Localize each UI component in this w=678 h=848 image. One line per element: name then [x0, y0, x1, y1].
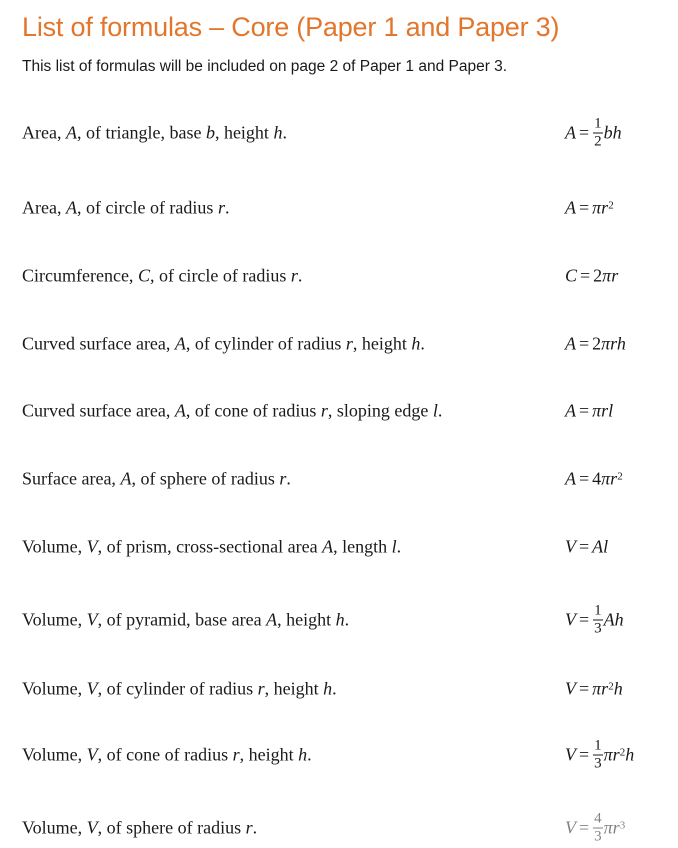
- formula-rhs: Al: [592, 536, 609, 557]
- formula-row: [0, 735, 678, 775]
- formula-equals: =: [579, 536, 590, 557]
- fraction-denominator: 3: [594, 828, 602, 845]
- description-text: , height: [264, 678, 324, 699]
- description-text: .: [437, 400, 443, 421]
- formula-row: [0, 459, 678, 499]
- description-text: , of circle of radius: [149, 265, 291, 286]
- formula-fraction: [593, 812, 603, 845]
- description-variable: A: [65, 122, 77, 143]
- description-variable: A: [65, 197, 77, 218]
- formula-description: [22, 401, 442, 422]
- description-text: Volume,: [22, 536, 87, 557]
- description-text: , of cone of radius: [185, 400, 321, 421]
- formula-rhs: πr: [602, 265, 619, 286]
- formula-expression: V = $\frac{4}{3}$ πr $^3$: [565, 810, 626, 845]
- description-variable: h: [323, 678, 333, 699]
- formula-lhs: A: [565, 468, 576, 489]
- description-text: , of cylinder of radius: [185, 333, 346, 354]
- description-text: .: [224, 197, 230, 218]
- formula-row: [0, 808, 678, 848]
- formula-row: [0, 669, 678, 709]
- page-subtitle: This list of formulas will be included on page 2 of Paper 1 and Paper 3.: [22, 58, 508, 75]
- description-text: , of cylinder of radius: [97, 678, 258, 699]
- formula-rhs: πrh: [601, 333, 626, 354]
- formula-rhs: πr: [592, 197, 609, 218]
- description-text: , of sphere of radius: [97, 817, 246, 838]
- description-variable: V: [86, 609, 98, 630]
- formula-equals: =: [579, 400, 590, 421]
- description-variable: A: [266, 609, 278, 630]
- description-variable: l: [391, 536, 397, 557]
- description-text: , height: [352, 333, 412, 354]
- description-variable: h: [335, 609, 345, 630]
- formula-equals: =: [579, 817, 590, 838]
- formula-description: [22, 123, 287, 144]
- formula-lhs: V: [565, 817, 576, 838]
- formula-description: [22, 334, 425, 355]
- formula-row: [0, 600, 678, 640]
- description-text: .: [286, 468, 291, 489]
- description-variable: A: [120, 468, 132, 489]
- description-text: , of circle of radius: [76, 197, 218, 218]
- description-variable: h: [273, 122, 283, 143]
- description-text: Surface area,: [22, 468, 121, 489]
- formula-lhs: C: [565, 265, 578, 286]
- formula-expression: V = $\frac{1}{3}$ πr $^2$ h: [565, 737, 635, 772]
- description-text: .: [252, 817, 258, 838]
- formula-fraction: [593, 739, 603, 772]
- description-text: .: [420, 333, 425, 354]
- formula-expression: A = 4 πr $^2$: [565, 468, 623, 489]
- description-variable: A: [174, 400, 186, 421]
- fraction-numerator: 1: [594, 115, 602, 132]
- formula-lhs: V: [565, 678, 576, 699]
- description-text: .: [344, 609, 350, 630]
- description-variable: V: [86, 678, 98, 699]
- formula-expression: [565, 117, 622, 150]
- description-variable: r: [232, 744, 240, 765]
- description-variable: r: [345, 333, 353, 354]
- description-text: .: [297, 265, 303, 286]
- formula-equals: =: [579, 468, 590, 489]
- description-variable: A: [174, 333, 186, 354]
- description-text: .: [282, 122, 287, 143]
- description-text: Area,: [22, 122, 66, 143]
- formula-equals: =: [579, 609, 590, 630]
- formula-lhs: A: [565, 197, 576, 218]
- description-variable: h: [298, 744, 308, 765]
- formula-lhs: V: [565, 536, 576, 557]
- formula-row: [0, 113, 678, 153]
- formula-expression: [565, 537, 608, 558]
- formula-rhs: πr: [601, 468, 618, 489]
- fraction-denominator: 3: [594, 755, 602, 772]
- formula-rhs: πr: [592, 678, 609, 699]
- formula-row: [0, 188, 678, 228]
- formula-description: [22, 198, 229, 219]
- formula-expression: V = πr $^2$ h: [565, 678, 623, 699]
- formula-coefficient: 2: [592, 333, 602, 354]
- formula-lhs: A: [565, 333, 576, 354]
- formula-equals: =: [579, 197, 590, 218]
- fraction-numerator: 1: [594, 737, 602, 754]
- description-variable: b: [205, 122, 215, 143]
- fraction-numerator: 1: [594, 602, 602, 619]
- description-variable: r: [217, 197, 225, 218]
- formula-rhs: Ah: [603, 609, 624, 630]
- formula-rhs-tail: h: [625, 744, 635, 765]
- description-variable: r: [290, 265, 298, 286]
- description-text: , of cone of radius: [97, 744, 233, 765]
- formula-rhs: πr: [603, 744, 620, 765]
- formula-expression: [565, 604, 624, 637]
- description-variable: h: [411, 333, 421, 354]
- formula-row: [0, 527, 678, 567]
- formula-expression: [565, 334, 626, 355]
- description-text: .: [332, 678, 337, 699]
- formula-row: [0, 256, 678, 296]
- formula-description: [22, 266, 302, 287]
- fraction-numerator: 4: [594, 810, 602, 827]
- description-text: , sloping edge: [327, 400, 433, 421]
- formula-row: [0, 324, 678, 364]
- description-text: , height: [214, 122, 274, 143]
- description-text: Volume,: [22, 744, 87, 765]
- description-variable: r: [245, 817, 253, 838]
- formula-equals: =: [580, 265, 591, 286]
- description-variable: V: [86, 536, 98, 557]
- formula-description: [22, 745, 312, 766]
- formula-rhs: bh: [603, 122, 622, 143]
- description-text: , of triangle, base: [76, 122, 206, 143]
- description-variable: V: [86, 817, 98, 838]
- formula-row: [0, 391, 678, 431]
- description-text: , of pyramid, base area: [97, 609, 267, 630]
- formula-description: [22, 610, 349, 631]
- formula-expression: [565, 401, 613, 422]
- formula-lhs: A: [565, 122, 576, 143]
- description-variable: A: [322, 536, 334, 557]
- formula-expression: A = πr $^2$: [565, 197, 614, 218]
- description-variable: r: [257, 678, 265, 699]
- formula-fraction: [593, 604, 603, 637]
- formula-description: [22, 469, 291, 490]
- formula-expression: [565, 266, 618, 287]
- description-variable: r: [279, 468, 287, 489]
- page-title: List of formulas – Core (Paper 1 and Paper 3): [22, 12, 560, 42]
- fraction-denominator: 3: [594, 620, 602, 637]
- formula-lhs: A: [565, 400, 576, 421]
- formula-coefficient: 2: [593, 265, 603, 286]
- formula-equals: =: [579, 333, 590, 354]
- description-variable: l: [432, 400, 438, 421]
- formula-rhs-tail: h: [613, 678, 623, 699]
- description-text: , height: [277, 609, 336, 630]
- description-variable: r: [320, 400, 328, 421]
- formula-equals: =: [579, 122, 590, 143]
- description-variable: V: [86, 744, 98, 765]
- formula-fraction: [593, 117, 603, 150]
- formula-rhs: πrl: [592, 400, 614, 421]
- formula-description: [22, 818, 257, 839]
- formula-description: [22, 537, 401, 558]
- formula-lhs: V: [565, 609, 576, 630]
- description-text: , of prism, cross-sectional area: [97, 536, 323, 557]
- formula-coefficient: 4: [592, 468, 602, 489]
- formula-description: [22, 679, 337, 700]
- description-text: Volume,: [22, 678, 87, 699]
- description-text: Area,: [22, 197, 66, 218]
- description-text: .: [396, 536, 402, 557]
- fraction-denominator: 2: [594, 133, 602, 150]
- description-text: .: [307, 744, 312, 765]
- description-text: , length: [333, 536, 392, 557]
- formula-equals: =: [579, 678, 590, 699]
- description-text: Circumference,: [22, 265, 138, 286]
- description-text: , height: [239, 744, 299, 765]
- description-text: Volume,: [22, 817, 87, 838]
- description-text: Curved surface area,: [22, 333, 175, 354]
- formula-equals: =: [579, 744, 590, 765]
- description-text: Curved surface area,: [22, 400, 175, 421]
- description-variable: C: [137, 265, 150, 286]
- formula-rhs: πr: [603, 817, 620, 838]
- formula-lhs: V: [565, 744, 576, 765]
- description-text: Volume,: [22, 609, 87, 630]
- description-text: , of sphere of radius: [131, 468, 280, 489]
